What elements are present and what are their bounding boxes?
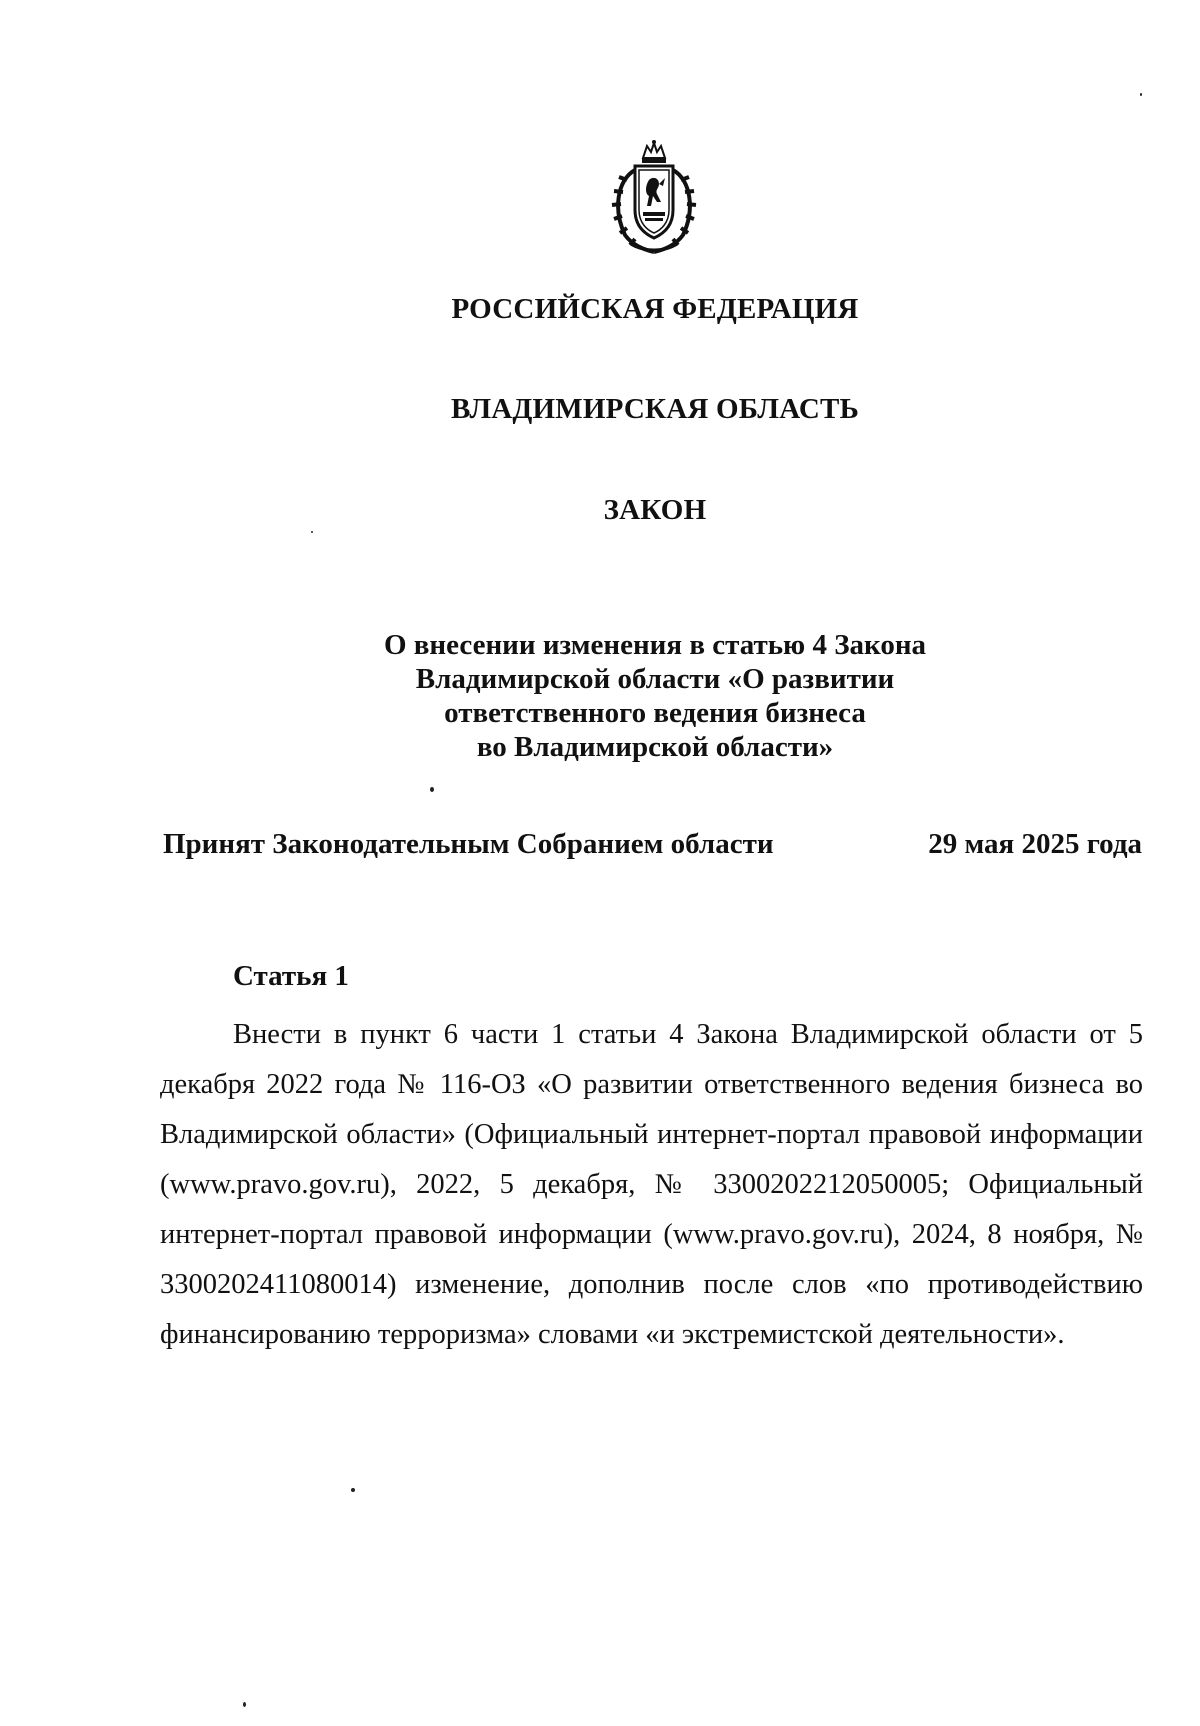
country-heading: РОССИЙСКАЯ ФЕДЕРАЦИЯ [451,293,859,325]
document-type-heading: ЗАКОН [603,494,707,526]
scan-speck [351,1488,355,1492]
law-title-line: О внесении изменения в статью 4 Закона [383,629,927,661]
law-title-line: ответственного ведения бизнеса [444,697,866,729]
law-title-line: Владимирской области «О развитии [415,663,895,695]
adopted-by-line: Принят Законодательным Собранием области [163,828,774,860]
article-text: Внести в пункт 6 части 1 статьи 4 Закона Владимирской области от 5 декабря 2022 года № 116-ОЗ «О развитии ответственного ведения бизнеса во Владимирской области» (Официальный интернет-портал правовой информации (www.pravo.gov.ru), 2022, 5 декабря, № 3300202212050005; Официальный интернет-портал правовой информации (www.pravo.gov.ru), 2024, 8 ноября, № 3300202411080014) изменение, дополнив после слов «по противодействию финансированию терроризма» словами «и экстремистской деятельности». [160,1019,1143,1350]
scan-speck [243,1702,246,1707]
adopted-date: 29 мая 2025 года [928,828,1142,860]
region-heading: ВЛАДИМИРСКАЯ ОБЛАСТЬ [451,393,859,425]
coat-of-arms-icon [605,140,703,255]
scan-speck [311,531,313,533]
law-title-line: во Владимирской области» [476,731,834,763]
law-title [355,628,955,764]
scan-speck [1140,93,1142,96]
scan-speck [430,787,434,792]
article-heading: Статья 1 [233,960,349,992]
